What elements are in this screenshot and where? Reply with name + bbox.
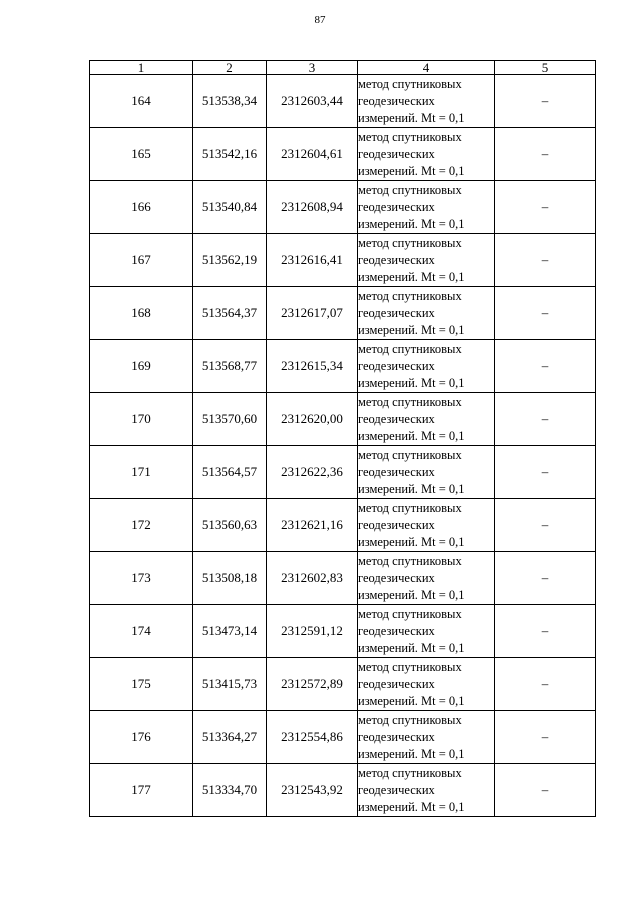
- method-line: измерений. Mt = 0,1: [358, 269, 465, 284]
- header-row: [90, 61, 596, 75]
- x-coordinate-cell: 513560,63: [193, 499, 267, 552]
- method-cell: [358, 128, 495, 181]
- method-cell: [358, 446, 495, 499]
- table-row: [90, 446, 596, 499]
- method-line: геодезических: [358, 252, 435, 267]
- note-cell: –: [495, 340, 596, 393]
- point-number-cell: 175: [90, 658, 193, 711]
- method-line: метод спутниковых: [358, 553, 462, 568]
- point-number-cell: 168: [90, 287, 193, 340]
- method-line: метод спутниковых: [358, 447, 462, 462]
- y-coordinate-cell: 2312622,36: [267, 446, 358, 499]
- table-row: [90, 75, 596, 128]
- point-number-cell: 169: [90, 340, 193, 393]
- x-coordinate-cell: 513564,57: [193, 446, 267, 499]
- point-number-cell: 172: [90, 499, 193, 552]
- x-coordinate-cell: 513334,70: [193, 764, 267, 817]
- method-cell: [358, 75, 495, 128]
- table-row: [90, 605, 596, 658]
- x-coordinate-cell: 513473,14: [193, 605, 267, 658]
- method-line: геодезических: [358, 93, 435, 108]
- method-line: геодезических: [358, 676, 435, 691]
- method-line: геодезических: [358, 146, 435, 161]
- column-header-4: 4: [358, 61, 495, 75]
- note-cell: –: [495, 287, 596, 340]
- table-row: [90, 287, 596, 340]
- method-cell: [358, 605, 495, 658]
- column-header-2: 2: [193, 61, 267, 75]
- point-number-cell: 170: [90, 393, 193, 446]
- column-header-1: 1: [90, 61, 193, 75]
- note-cell: –: [495, 711, 596, 764]
- note-cell: –: [495, 499, 596, 552]
- method-line: метод спутниковых: [358, 659, 462, 674]
- method-line: метод спутниковых: [358, 341, 462, 356]
- note-cell: –: [495, 181, 596, 234]
- method-line: метод спутниковых: [358, 235, 462, 250]
- x-coordinate-cell: 513568,77: [193, 340, 267, 393]
- method-line: измерений. Mt = 0,1: [358, 746, 465, 761]
- method-cell: [358, 181, 495, 234]
- x-coordinate-cell: 513538,34: [193, 75, 267, 128]
- table-row: [90, 340, 596, 393]
- note-cell: –: [495, 128, 596, 181]
- point-number-cell: 173: [90, 552, 193, 605]
- y-coordinate-cell: 2312591,12: [267, 605, 358, 658]
- y-coordinate-cell: 2312604,61: [267, 128, 358, 181]
- method-cell: [358, 340, 495, 393]
- method-line: геодезических: [358, 517, 435, 532]
- method-line: метод спутниковых: [358, 288, 462, 303]
- method-cell: [358, 393, 495, 446]
- note-cell: –: [495, 393, 596, 446]
- y-coordinate-cell: 2312543,92: [267, 764, 358, 817]
- method-cell: [358, 764, 495, 817]
- table-row: [90, 393, 596, 446]
- method-line: измерений. Mt = 0,1: [358, 587, 465, 602]
- point-number-cell: 171: [90, 446, 193, 499]
- method-line: измерений. Mt = 0,1: [358, 481, 465, 496]
- y-coordinate-cell: 2312602,83: [267, 552, 358, 605]
- method-cell: [358, 658, 495, 711]
- point-number-cell: 167: [90, 234, 193, 287]
- point-number-cell: 177: [90, 764, 193, 817]
- point-number-cell: 165: [90, 128, 193, 181]
- method-line: метод спутниковых: [358, 129, 462, 144]
- table-row: [90, 234, 596, 287]
- note-cell: –: [495, 234, 596, 287]
- x-coordinate-cell: 513570,60: [193, 393, 267, 446]
- y-coordinate-cell: 2312620,00: [267, 393, 358, 446]
- x-coordinate-cell: 513508,18: [193, 552, 267, 605]
- column-header-5: 5: [495, 61, 596, 75]
- method-line: геодезических: [358, 411, 435, 426]
- coordinates-table: [89, 60, 596, 817]
- method-line: метод спутниковых: [358, 182, 462, 197]
- method-line: метод спутниковых: [358, 765, 462, 780]
- note-cell: –: [495, 75, 596, 128]
- y-coordinate-cell: 2312621,16: [267, 499, 358, 552]
- x-coordinate-cell: 513562,19: [193, 234, 267, 287]
- x-coordinate-cell: 513542,16: [193, 128, 267, 181]
- y-coordinate-cell: 2312615,34: [267, 340, 358, 393]
- method-line: геодезических: [358, 358, 435, 373]
- method-cell: [358, 499, 495, 552]
- method-cell: [358, 711, 495, 764]
- x-coordinate-cell: 513364,27: [193, 711, 267, 764]
- x-coordinate-cell: 513415,73: [193, 658, 267, 711]
- method-line: геодезических: [358, 199, 435, 214]
- y-coordinate-cell: 2312608,94: [267, 181, 358, 234]
- note-cell: –: [495, 552, 596, 605]
- y-coordinate-cell: 2312617,07: [267, 287, 358, 340]
- method-line: измерений. Mt = 0,1: [358, 110, 465, 125]
- table-row: [90, 128, 596, 181]
- point-number-cell: 174: [90, 605, 193, 658]
- x-coordinate-cell: 513564,37: [193, 287, 267, 340]
- table-row: [90, 181, 596, 234]
- note-cell: –: [495, 446, 596, 499]
- y-coordinate-cell: 2312616,41: [267, 234, 358, 287]
- method-line: измерений. Mt = 0,1: [358, 428, 465, 443]
- x-coordinate-cell: 513540,84: [193, 181, 267, 234]
- y-coordinate-cell: 2312554,86: [267, 711, 358, 764]
- method-line: геодезических: [358, 305, 435, 320]
- table-row: [90, 711, 596, 764]
- column-header-3: 3: [267, 61, 358, 75]
- point-number-cell: 176: [90, 711, 193, 764]
- method-line: метод спутниковых: [358, 394, 462, 409]
- method-line: измерений. Mt = 0,1: [358, 322, 465, 337]
- method-line: геодезических: [358, 623, 435, 638]
- table-row: [90, 764, 596, 817]
- method-line: геодезических: [358, 782, 435, 797]
- note-cell: –: [495, 605, 596, 658]
- method-line: геодезических: [358, 729, 435, 744]
- method-line: геодезических: [358, 570, 435, 585]
- method-line: измерений. Mt = 0,1: [358, 534, 465, 549]
- method-line: измерений. Mt = 0,1: [358, 375, 465, 390]
- method-line: метод спутниковых: [358, 500, 462, 515]
- y-coordinate-cell: 2312603,44: [267, 75, 358, 128]
- method-cell: [358, 234, 495, 287]
- method-line: измерений. Mt = 0,1: [358, 693, 465, 708]
- method-line: метод спутниковых: [358, 76, 462, 91]
- table-row: [90, 552, 596, 605]
- method-line: измерений. Mt = 0,1: [358, 163, 465, 178]
- table-row: [90, 658, 596, 711]
- page-number: 87: [314, 14, 326, 26]
- method-line: метод спутниковых: [358, 606, 462, 621]
- method-line: геодезических: [358, 464, 435, 479]
- method-cell: [358, 287, 495, 340]
- method-line: метод спутниковых: [358, 712, 462, 727]
- method-line: измерений. Mt = 0,1: [358, 216, 465, 231]
- y-coordinate-cell: 2312572,89: [267, 658, 358, 711]
- method-line: измерений. Mt = 0,1: [358, 640, 465, 655]
- point-number-cell: 166: [90, 181, 193, 234]
- note-cell: –: [495, 764, 596, 817]
- table-row: [90, 499, 596, 552]
- method-line: измерений. Mt = 0,1: [358, 799, 465, 814]
- method-cell: [358, 552, 495, 605]
- note-cell: –: [495, 658, 596, 711]
- point-number-cell: 164: [90, 75, 193, 128]
